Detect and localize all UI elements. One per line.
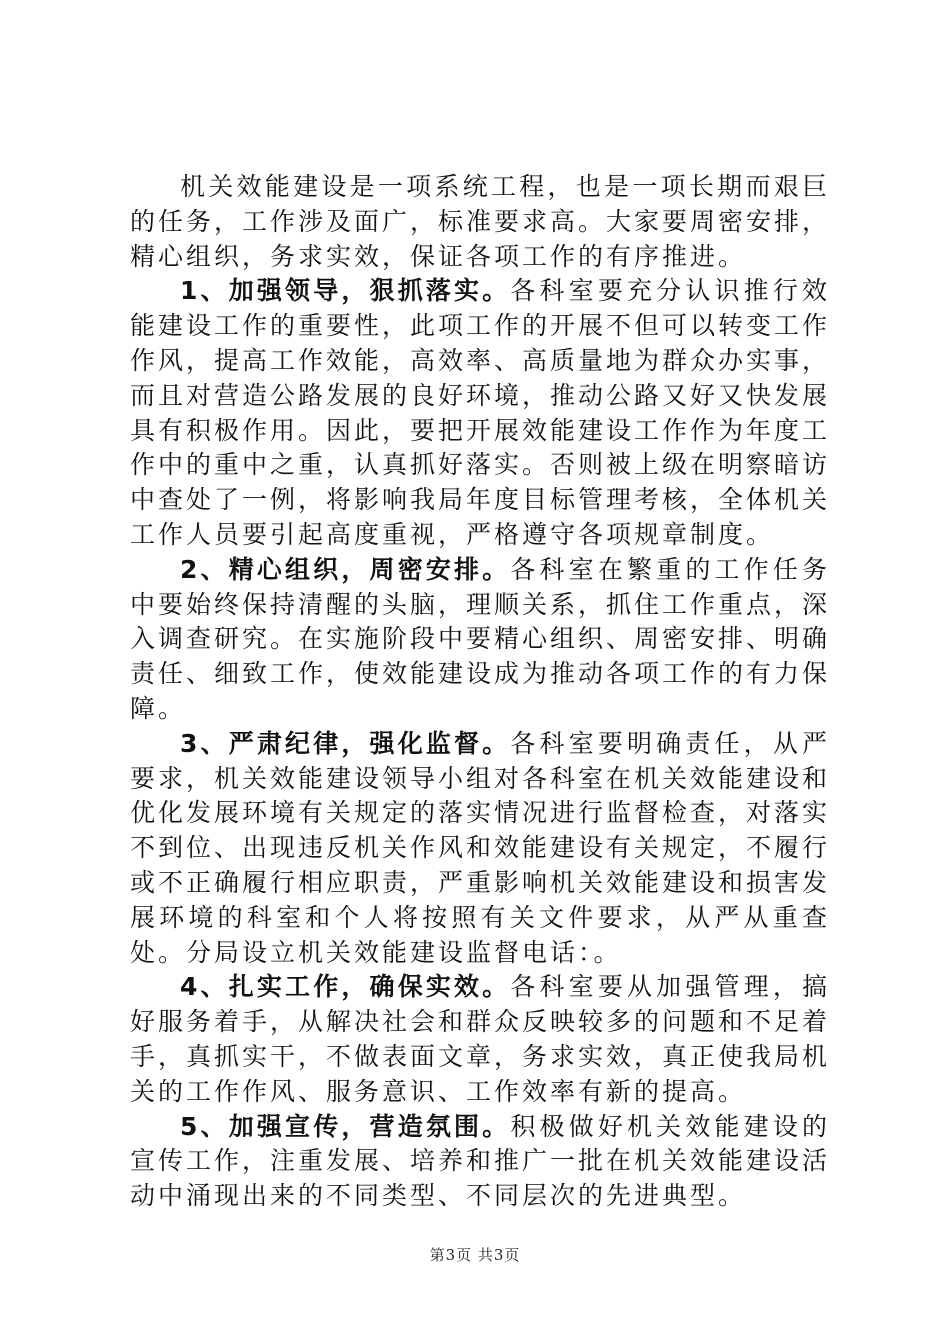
paragraph-lead: 5、加强宣传，营造氛围。 — [180, 1111, 511, 1141]
paragraph-item-1 — [130, 274, 830, 552]
paragraph-item-4 — [130, 970, 830, 1109]
paragraph-item-3 — [130, 727, 830, 971]
paragraph-text: 各科室要从加强管理，搞好服务着手，从解决社会和群众反映较多的问题和不足着手，真抓实干，不做表面文章，务求实效，真正使我局机关的工作作风、服务意识、工作效率有新的提高。 — [130, 972, 831, 1106]
paragraph-lead: 3、严肃纪律，强化监督。 — [180, 728, 511, 758]
paragraph-text: 各科室在繁重的工作任务中要始终保持清醒的头脑，理顺关系，抓住工作重点，深入调查研究。在实施阶段中要精心组织、周密安排、明确责任、细致工作，使效能建设成为推动各项工作的有力保障。 — [130, 554, 831, 723]
paragraph-text: 各科室要充分认识推行效能建设工作的重要性，此项工作的开展不但可以转变工作作风，提高工作效能，高效率、高质量地为群众办实事，而且对营造公路发展的良好环境，推动公路又好又快发展具有积极作用。因此，要把开展效能建设工作作为年度工作中的重中之重，认真抓好落实。否则被上级在明察暗访中查处了一例，将影响我局年度目标管理考核，全体机关工作人员要引起高度重视，严格遵守各项规章制度。 — [130, 276, 831, 549]
document-body — [130, 170, 830, 1214]
paragraph-text: 各科室要明确责任，从严要求，机关效能建设领导小组对各科室在机关效能建设和优化发展环境有关规定的落实情况进行监督检查，对落实不到位、出现违反机关作风和效能建设有关规定，不履行或不正确履行相应职责，严重影响机关效能建设和损害发展环境的科室和个人将按照有关文件要求，从严从重查处。分局设立机关效能建设监督电话：。 — [130, 728, 831, 967]
paragraph-text: 积极做好机关效能建设的宣传工作，注重发展、培养和推广一批在机关效能建设活动中涌现出来的不同类型、不同层次的先进典型。 — [130, 1111, 831, 1211]
paragraph-intro — [130, 170, 830, 274]
paragraph-lead: 4、扎实工作，确保实效。 — [180, 972, 511, 1002]
page-number-footer: 第3页 共3页 — [429, 1246, 521, 1264]
paragraph-item-5 — [130, 1110, 830, 1214]
paragraph-text: 机关效能建设是一项系统工程，也是一项长期而艰巨的任务，工作涉及面广，标准要求高。大家要周密安排，精心组织，务求实效，保证各项工作的有序推进。 — [130, 172, 831, 271]
paragraph-lead: 2、精心组织，周密安排。 — [180, 554, 511, 584]
paragraph-item-2 — [130, 553, 830, 727]
paragraph-lead: 1、加强领导，狠抓落实。 — [180, 276, 511, 306]
